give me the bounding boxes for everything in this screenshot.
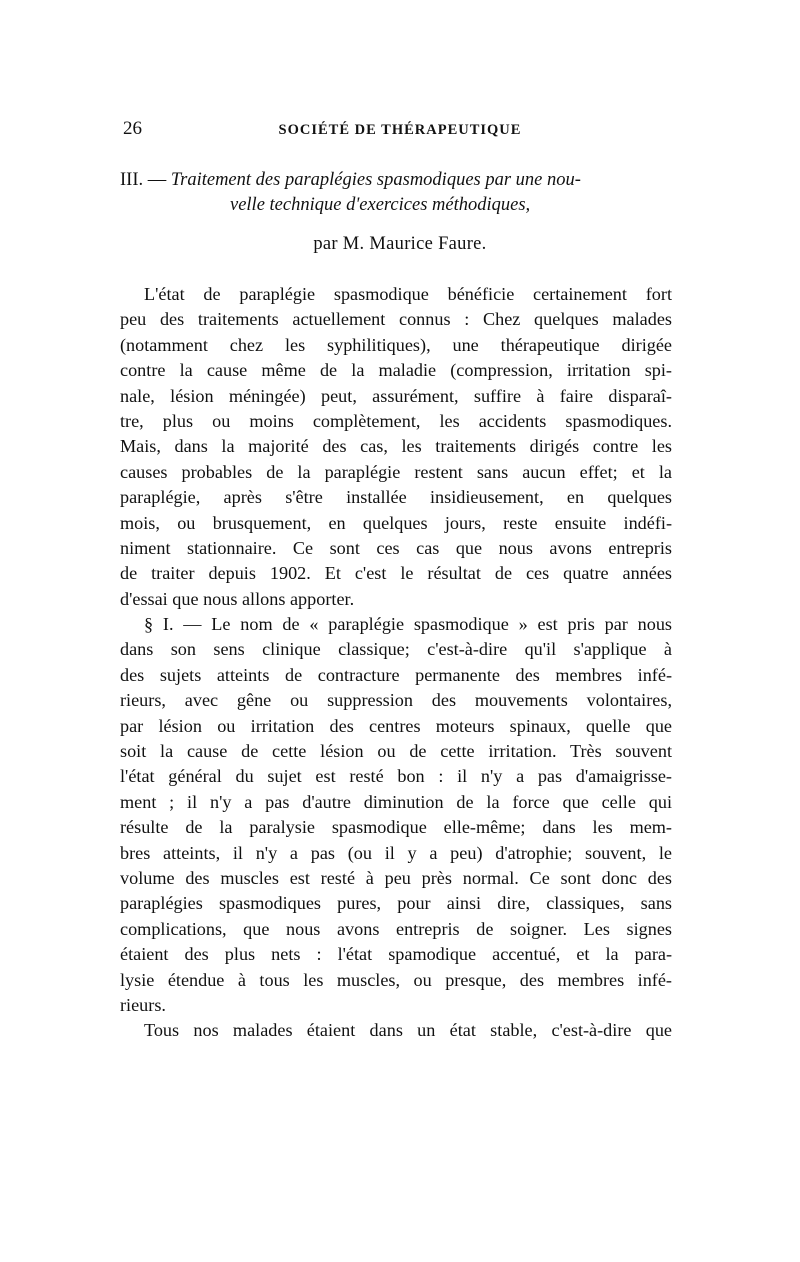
text-line: peu des traitements actuellement connus : Chez quelques malades — [120, 309, 672, 330]
text-line: L'état de paraplégie spasmodique bénéficie certainement fort — [144, 284, 672, 304]
text-line: nale, lésion méningée) peut, assurément, suffire à faire disparaî- — [120, 385, 672, 406]
text-line: tre, plus ou moins complètement, les accidents spasmodiques. — [120, 410, 672, 431]
text-line: complications, que nous avons entrepris de soigner. Les signes — [120, 918, 672, 939]
title-line-1 — [120, 168, 680, 193]
text-line: volume des muscles est resté à peu près normal. Ce sont donc des — [120, 867, 672, 888]
text-line: rieurs, avec gêne ou suppression des mouvements volontaires, — [120, 690, 672, 711]
text-line: (notamment chez les syphilitiques), une thérapeutique dirigée — [120, 334, 672, 355]
page-header — [120, 116, 680, 142]
text-line: § I. — Le nom de « paraplégie spasmodique » est pris par nous — [144, 614, 672, 635]
title-line-2 — [120, 193, 680, 218]
text-line: contre la cause même de la maladie (compression, irritation spi- — [120, 360, 672, 381]
text-line: rieurs. — [120, 994, 166, 1015]
text-line: paraplégie, après s'être installée insidieusement, en quelques — [120, 487, 672, 508]
text-line: soit la cause de cette lésion ou de cette irritation. Très souvent — [120, 741, 672, 762]
title-text-part-1: Traitement des paraplégies spasmodiques par une nou- — [170, 170, 581, 190]
text-line: Tous nos malades étaient dans un état stable, c'est-à-dire que — [144, 1020, 672, 1041]
text-line: étaient des plus nets : l'état spamodique accentué, et la para- — [120, 944, 672, 965]
text-line: résulte de la paralysie spasmodique elle-même; dans les mem- — [120, 817, 672, 838]
text-line: ment ; il n'y a pas d'autre diminution de la force que celle qui — [120, 791, 672, 812]
text-line: par lésion ou irritation des centres moteurs spinaux, quelle que — [120, 715, 672, 736]
title-text-part-2: velle technique d'exercices méthodiques, — [230, 195, 531, 215]
author-byline: par M. Maurice Faure. — [313, 234, 487, 254]
text-line: bres atteints, il n'y a pas (ou il y a peu) d'atrophie; souvent, le — [120, 842, 672, 863]
running-head: SOCIÉTÉ DE THÉRAPEUTIQUE — [278, 122, 522, 138]
body-text — [120, 282, 672, 1044]
text-line: niment stationnaire. Ce sont ces cas que nous avons entrepris — [120, 537, 672, 558]
text-line: de traiter depuis 1902. Et c'est le résultat de ces quatre années — [120, 563, 672, 584]
text-line: dans son sens clinique classique; c'est-à-dire qu'il s'applique à — [120, 639, 672, 660]
text-line: paraplégies spasmodiques pures, pour ainsi dire, classiques, sans — [120, 893, 672, 914]
text-line: l'état général du sujet est resté bon : il n'y a pas d'amaigrisse- — [120, 766, 672, 787]
text-line: Mais, dans la majorité des cas, les traitements dirigés contre les — [120, 436, 672, 457]
text-line: causes probables de la paraplégie restent sans aucun effet; et la — [120, 461, 672, 482]
text-line: lysie étendue à tous les muscles, ou presque, des membres infé- — [120, 969, 672, 990]
text-line: mois, ou brusquement, en quelques jours, reste ensuite indéfi- — [120, 512, 672, 533]
page-number: 26 — [123, 118, 142, 139]
section-numeral: III. — — [120, 170, 167, 190]
text-line: d'essai que nous allons apporter. — [120, 588, 355, 609]
text-line: des sujets atteints de contracture permanente des membres infé- — [120, 664, 672, 685]
section-title — [120, 168, 680, 218]
